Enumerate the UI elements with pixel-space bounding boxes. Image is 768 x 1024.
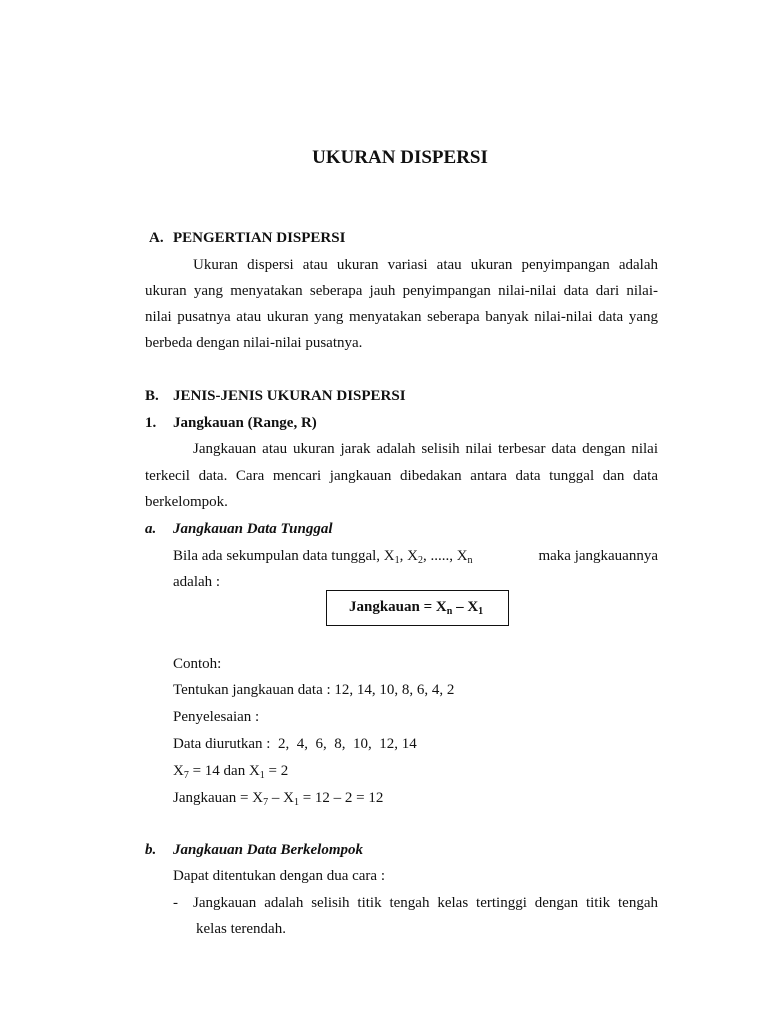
section-a-heading: PENGERTIAN DISPERSI [173, 230, 346, 246]
section-a-line-4: berbeda dengan nilai-nilai pusatnya. [145, 335, 363, 351]
page-title: UKURAN DISPERSI [312, 147, 488, 168]
bullet-marker: - [173, 895, 178, 911]
formula-text: Jangkauan = $X_n - X_1$ [349, 599, 484, 617]
example-sorted: Data diurutkan : 2, 4, 6, 8, 10, 12, 14 [173, 736, 417, 752]
sub-b-heading: Jangkauan Data Berkelompok [173, 842, 364, 858]
example-result: Jangkauan = $X_7 - X_1 = 12 - 2 = 12$ [173, 790, 384, 808]
item-1-number: 1. [145, 415, 157, 431]
section-b-heading: JENIS-JENIS UKURAN DISPERSI [173, 388, 406, 404]
section-a-marker: A. [149, 230, 164, 246]
section-b-marker: B. [145, 388, 159, 404]
item-1-line-3: berkelompok. [145, 494, 228, 510]
item-1-line-1: Jangkauan atau ukuran jarak adalah selisih nilai terbesar data dengan nilai [193, 441, 658, 457]
example-x-values: $X_7 = 14$ dan $X_1 = 2$ [173, 763, 289, 781]
sub-b-marker: b. [145, 842, 157, 858]
sub-a-heading: Jangkauan Data Tunggal [173, 521, 333, 537]
sub-a-line-1 [173, 546, 658, 566]
section-a-line-1: Ukuran dispersi atau ukuran variasi atau ukuran penyimpangan adalah [193, 257, 658, 273]
example-question: Tentukan jangkauan data : 12, 14, 10, 8, 6, 4, 2 [173, 682, 455, 698]
example-label: Contoh: [173, 656, 222, 672]
sub-a-line-1-part-1: Bila ada sekumpulan data tunggal, $X_1$, $X_2$, ....., $X_n$ [173, 548, 473, 566]
example-solution-label: Penyelesaian : [173, 709, 260, 725]
sub-a-marker: a. [145, 521, 157, 537]
bullet-line-2: kelas terendah. [196, 921, 286, 937]
bullet-line-1: Jangkauan adalah selisih titik tengah kelas tertinggi dengan titik tengah [193, 895, 658, 911]
section-a-line-2: ukuran yang menyatakan seberapa jauh penyimpangan nilai-nilai data dari nilai- [145, 283, 658, 299]
item-1-line-2: terkecil data. Cara mencari jangkauan dibedakan antara data tunggal dan data [145, 468, 658, 484]
sub-a-line-1-part-2: maka jangkauannya [538, 548, 658, 564]
section-a-line-3: nilai pusatnya atau ukuran yang menyatakan seberapa banyak nilai-nilai data yang [145, 309, 658, 325]
sub-b-intro: Dapat ditentukan dengan dua cara : [173, 868, 385, 884]
item-1-heading: Jangkauan (Range, R) [173, 415, 317, 431]
sub-a-line-2: adalah : [173, 574, 221, 590]
